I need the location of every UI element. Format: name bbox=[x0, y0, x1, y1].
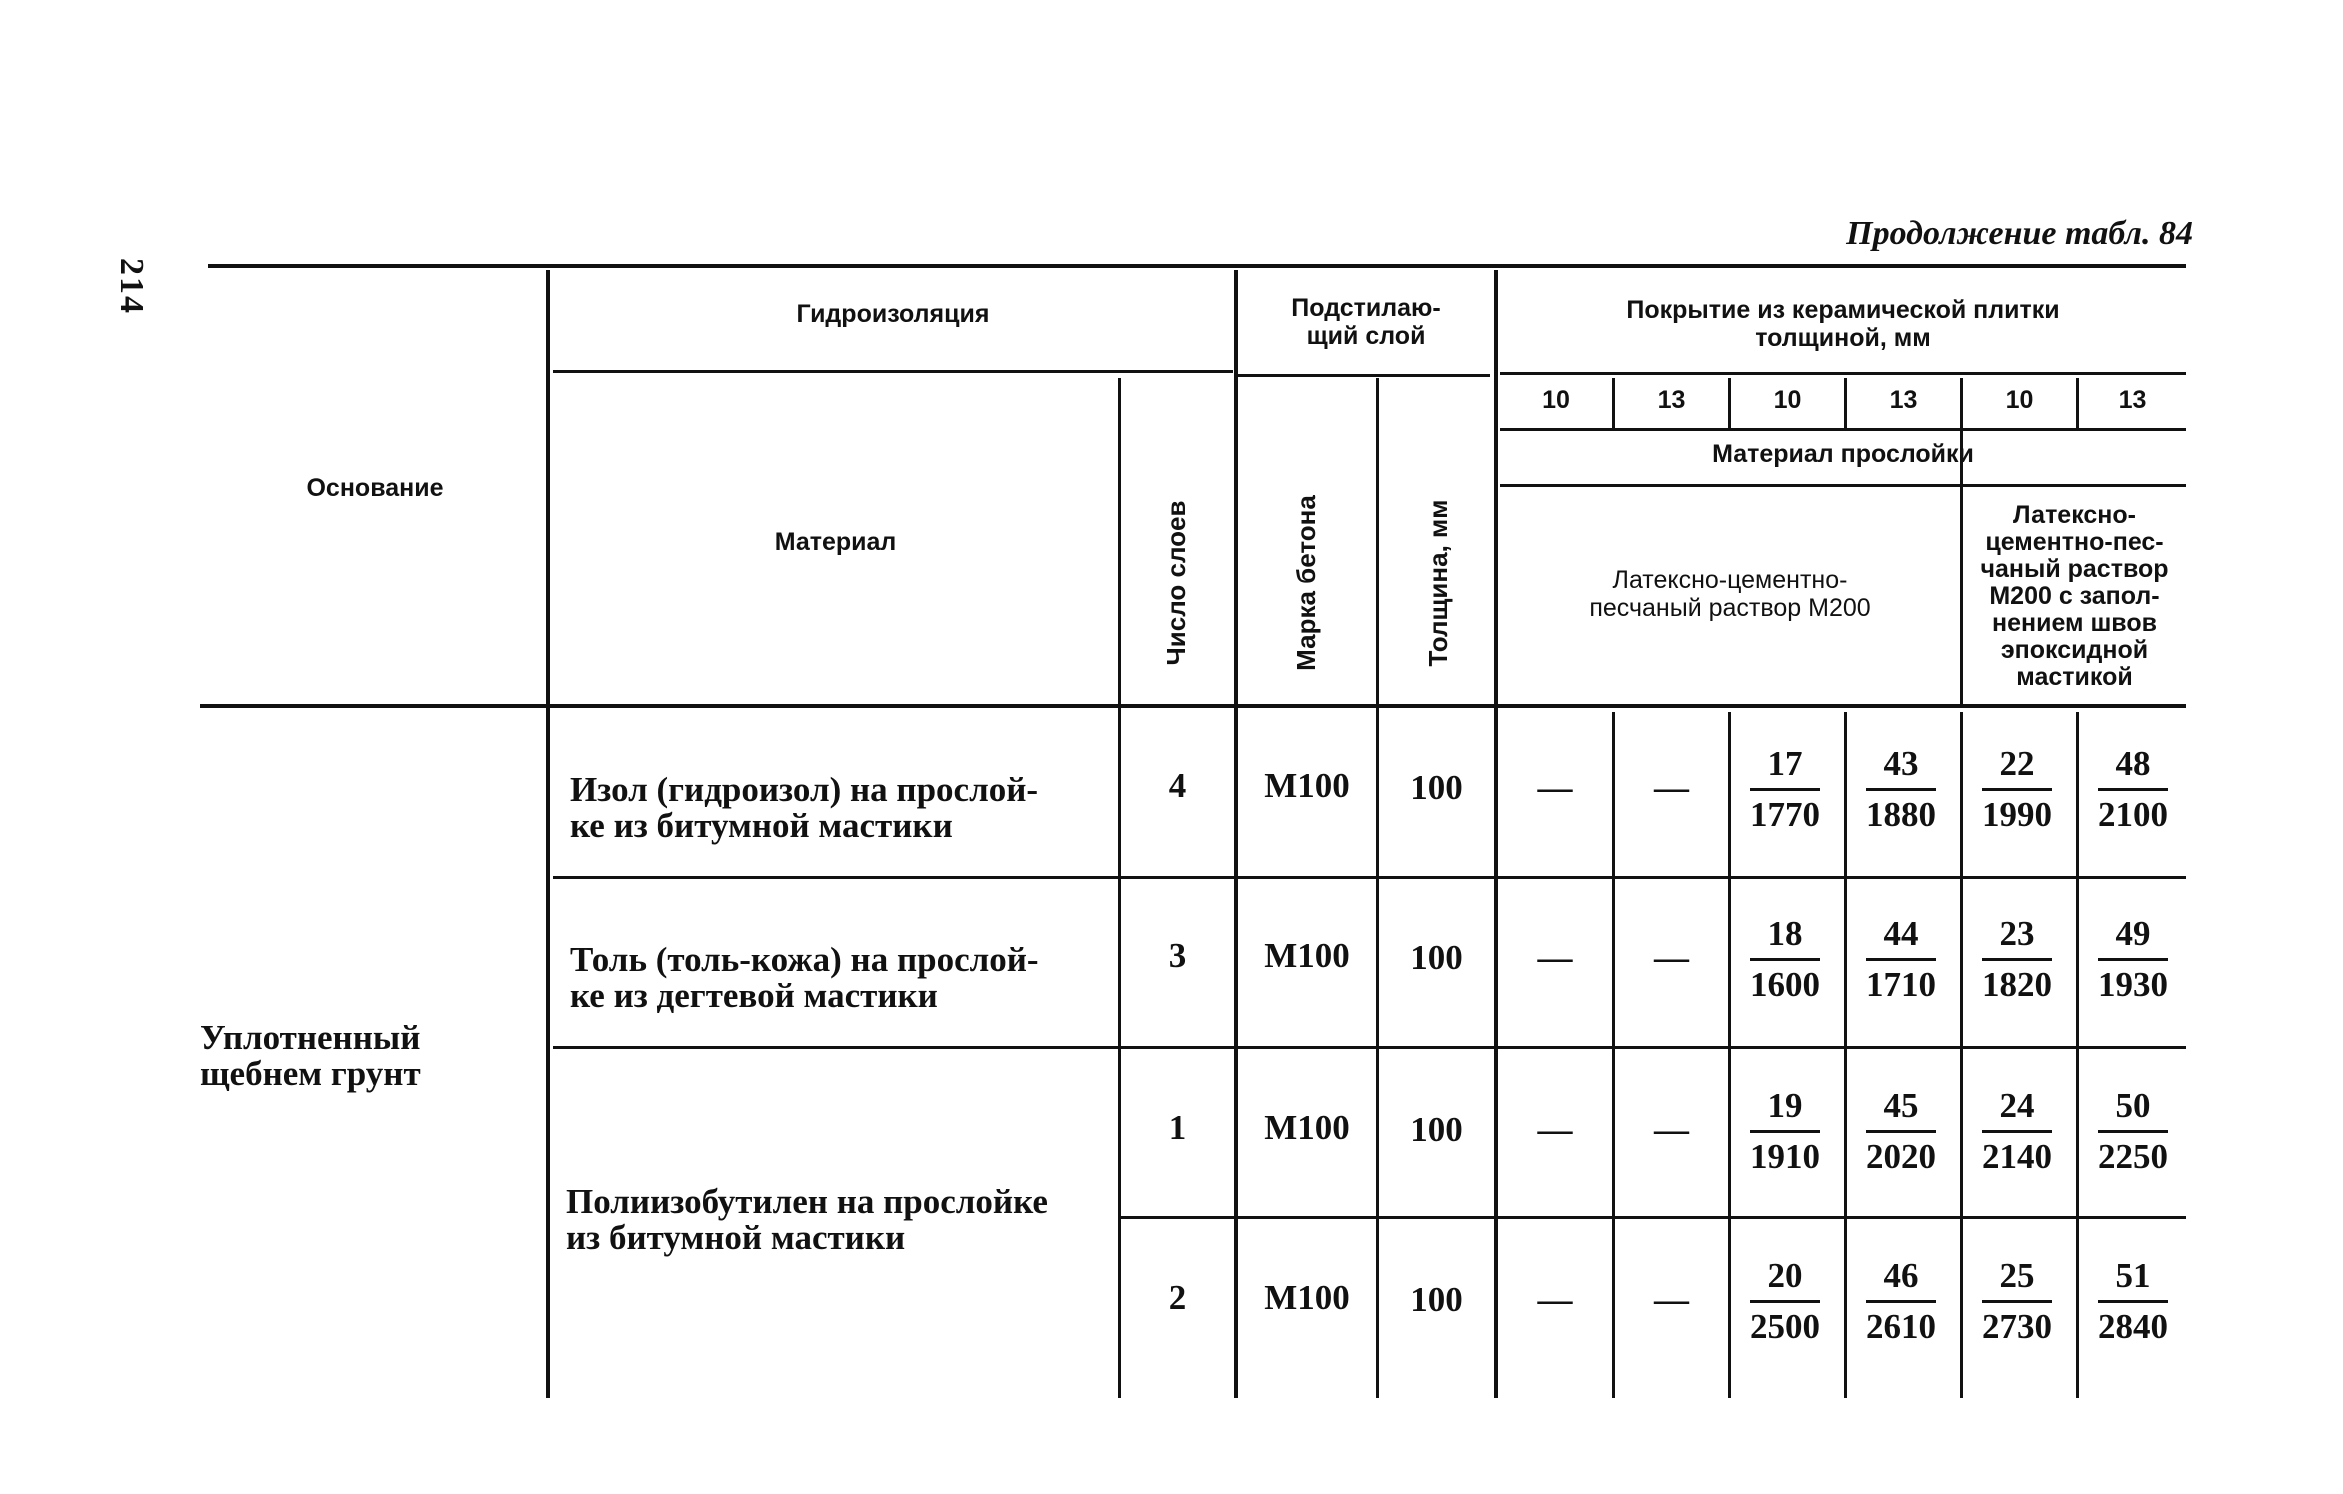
row-rule-3 bbox=[1120, 1216, 2186, 1219]
row-3-grade: М100 bbox=[1264, 1108, 1350, 1147]
row-1-f6-den: 2100 bbox=[2098, 795, 2168, 834]
rule-under-thicknesses bbox=[1500, 428, 2186, 431]
row-1-f3-num: 17 bbox=[1767, 744, 1803, 783]
row-3-c1: — bbox=[1537, 1110, 1573, 1149]
header-interlayer-b-line1: Латексно- bbox=[2013, 501, 2136, 529]
rule-under-coating bbox=[1500, 372, 2186, 375]
row-2-f4-num: 44 bbox=[1883, 914, 1919, 953]
row-3-f6-num: 50 bbox=[2115, 1086, 2151, 1125]
header-interlayer-a bbox=[1500, 566, 1960, 622]
header-interlayer-b-line4: М200 с запол- bbox=[1989, 582, 2160, 610]
rule-under-interlayer bbox=[1500, 484, 2186, 487]
col-rule-c5-body bbox=[2076, 712, 2079, 1398]
row-1-grade: М100 bbox=[1264, 766, 1350, 805]
row-2-f6 bbox=[2088, 912, 2178, 1007]
row-1-layers: 4 bbox=[1168, 766, 1187, 805]
row-2-f4 bbox=[1856, 912, 1946, 1007]
row-4-c1: — bbox=[1537, 1280, 1573, 1319]
row-3-f5 bbox=[1972, 1084, 2062, 1179]
col-rule-material bbox=[1118, 378, 1121, 1398]
row-1-f4-num: 43 bbox=[1883, 744, 1919, 783]
header-underlay-line1: Подстилаю- bbox=[1291, 294, 1441, 322]
header-thickness-1: 10 bbox=[1542, 386, 1570, 414]
header-interlayer-b-line6: эпоксидной bbox=[2000, 636, 2149, 664]
header-coating-line1: Покрытие из керамической плитки bbox=[1626, 296, 2060, 324]
header-interlayer-b-line2: цементно-пес- bbox=[1985, 528, 2164, 556]
row-3-f4-den: 2020 bbox=[1866, 1137, 1936, 1176]
row-2-f6-num: 49 bbox=[2115, 914, 2151, 953]
table-top-rule bbox=[208, 264, 2186, 268]
header-coating bbox=[1500, 296, 2186, 352]
row-3-f5-num: 24 bbox=[1999, 1086, 2035, 1125]
col-rule-base bbox=[546, 270, 550, 1398]
row-3-material-line1: Полиизобутилен на прослойке bbox=[566, 1182, 1048, 1221]
row-1-f6-num: 48 bbox=[2115, 744, 2151, 783]
row-2-thickness: 100 bbox=[1410, 938, 1463, 977]
col-rule-c3-body bbox=[1844, 712, 1847, 1398]
header-coating-line2: толщиной, мм bbox=[1755, 324, 1931, 352]
row-3-f4-num: 45 bbox=[1883, 1086, 1919, 1125]
header-concrete-grade: Марка бетона bbox=[1291, 495, 1321, 671]
row-rule-2 bbox=[553, 1046, 2186, 1049]
row-2-c2: — bbox=[1654, 938, 1689, 977]
row-2-material-line1: Толь (толь-кожа) на прослой- bbox=[570, 940, 1039, 979]
header-interlayer-b-line5: нением швов bbox=[1991, 609, 2157, 637]
row-1-material-line1: Изол (гидроизол) на прослой- bbox=[570, 770, 1039, 809]
row-4-f5 bbox=[1972, 1254, 2062, 1349]
row-4-thickness: 100 bbox=[1410, 1280, 1463, 1319]
row-1-material-line2: ке из битумной мастики bbox=[570, 806, 953, 845]
header-thickness: Толщина, мм bbox=[1423, 499, 1453, 667]
row-1-f3 bbox=[1740, 742, 1830, 837]
header-interlayer-b-line7: мастикой bbox=[2016, 663, 2133, 691]
row-2-grade: М100 bbox=[1264, 936, 1350, 975]
row-1-f6 bbox=[2088, 742, 2178, 837]
row-2-f4-den: 1710 bbox=[1866, 965, 1936, 1004]
row-rule-1 bbox=[553, 876, 2186, 879]
header-interlayer-a-line1: Латексно-цементно- bbox=[1612, 566, 1848, 594]
header-thickness-2: 13 bbox=[1657, 386, 1686, 414]
row-4-f6 bbox=[2088, 1254, 2178, 1349]
row-2-material bbox=[570, 942, 1110, 1014]
row-4-f3-num: 20 bbox=[1767, 1256, 1803, 1295]
header-interlayer: Материал прослойки bbox=[1712, 440, 1974, 468]
row-3-thickness: 100 bbox=[1410, 1110, 1463, 1149]
row-2-f5 bbox=[1972, 912, 2062, 1007]
row-3-f4 bbox=[1856, 1084, 1946, 1179]
row-1-f5 bbox=[1972, 742, 2062, 837]
row-3-material bbox=[566, 1184, 1106, 1256]
row-2-f3-num: 18 bbox=[1767, 914, 1803, 953]
base-value bbox=[200, 1020, 540, 1092]
row-3-f3-den: 1910 bbox=[1750, 1137, 1820, 1176]
row-2-f5-num: 23 bbox=[1999, 914, 2035, 953]
row-2-c1: — bbox=[1537, 938, 1573, 977]
row-1-f3-den: 1770 bbox=[1750, 795, 1820, 834]
row-4-f3 bbox=[1740, 1254, 1830, 1349]
row-4-f3-den: 2500 bbox=[1750, 1307, 1820, 1346]
header-interlayer-b bbox=[1963, 502, 2186, 691]
header-interlayer-a-line2: песчаный раствор М200 bbox=[1589, 594, 1871, 622]
col-rule-c4-body bbox=[1960, 712, 1963, 1398]
row-3-f6 bbox=[2088, 1084, 2178, 1179]
row-4-c2: — bbox=[1654, 1280, 1689, 1319]
rule-under-waterproofing bbox=[553, 370, 1233, 373]
row-4-f4-num: 46 bbox=[1883, 1256, 1919, 1295]
row-1-f4 bbox=[1856, 742, 1946, 837]
row-4-f6-num: 51 bbox=[2115, 1256, 2151, 1295]
base-value-line1: Уплотненный bbox=[200, 1018, 421, 1057]
header-layers: Число слоев bbox=[1161, 500, 1191, 666]
row-4-grade: М100 bbox=[1264, 1278, 1350, 1317]
header-bottom-rule bbox=[200, 704, 2186, 708]
row-3-f6-den: 2250 bbox=[2098, 1137, 2168, 1176]
header-material: Материал bbox=[774, 528, 897, 556]
row-1-f5-den: 1990 bbox=[1982, 795, 2052, 834]
row-4-f4-den: 2610 bbox=[1866, 1307, 1936, 1346]
row-3-f5-den: 2140 bbox=[1982, 1137, 2052, 1176]
header-underlay bbox=[1238, 294, 1494, 350]
page-number: 214 bbox=[113, 258, 150, 315]
header-thickness-6: 13 bbox=[2118, 386, 2147, 414]
header-thickness-5: 10 bbox=[2005, 386, 2034, 414]
row-2-f5-den: 1820 bbox=[1982, 965, 2052, 1004]
rule-under-underlay bbox=[1238, 374, 1490, 377]
row-2-material-line2: ке из дегтевой мастики bbox=[570, 976, 938, 1015]
row-1-c1: — bbox=[1537, 768, 1573, 807]
header-waterproofing: Гидроизоляция bbox=[796, 300, 990, 328]
row-3-c2: — bbox=[1654, 1110, 1689, 1149]
row-4-f5-num: 25 bbox=[1999, 1256, 2035, 1295]
row-3-f3 bbox=[1740, 1084, 1830, 1179]
row-3-material-line2: из битумной мастики bbox=[566, 1218, 906, 1257]
row-2-f6-den: 1930 bbox=[2098, 965, 2168, 1004]
col-rule-c2-body bbox=[1728, 712, 1731, 1398]
header-interlayer-b-line3: чаный раствор bbox=[1980, 555, 2169, 583]
row-4-f6-den: 2840 bbox=[2098, 1307, 2168, 1346]
header-base: Основание bbox=[306, 474, 444, 502]
row-3-f3-num: 19 bbox=[1767, 1086, 1803, 1125]
table-caption: Продолжение табл. 84 bbox=[1846, 215, 2193, 252]
row-2-f3-den: 1600 bbox=[1750, 965, 1820, 1004]
header-thickness-3: 10 bbox=[1773, 386, 1802, 414]
row-3-layers: 1 bbox=[1168, 1108, 1187, 1147]
row-2-f3 bbox=[1740, 912, 1830, 1007]
row-4-layers: 2 bbox=[1168, 1278, 1187, 1317]
header-underlay-line2: щий слой bbox=[1306, 322, 1426, 350]
header-thickness-4: 13 bbox=[1889, 386, 1918, 414]
row-4-f5-den: 2730 bbox=[1982, 1307, 2052, 1346]
col-rule-layers bbox=[1234, 270, 1238, 1398]
row-1-f4-den: 1880 bbox=[1866, 795, 1936, 834]
row-2-layers: 3 bbox=[1168, 936, 1187, 975]
row-1-thickness: 100 bbox=[1410, 768, 1463, 807]
col-rule-thickness bbox=[1494, 270, 1498, 1398]
row-1-c2: — bbox=[1654, 768, 1689, 807]
base-value-line2: щебнем грунт bbox=[200, 1054, 421, 1093]
col-rule-grade bbox=[1376, 378, 1379, 1398]
row-4-f4 bbox=[1856, 1254, 1946, 1349]
row-1-f5-num: 22 bbox=[1999, 744, 2035, 783]
row-1-material bbox=[570, 772, 1110, 844]
